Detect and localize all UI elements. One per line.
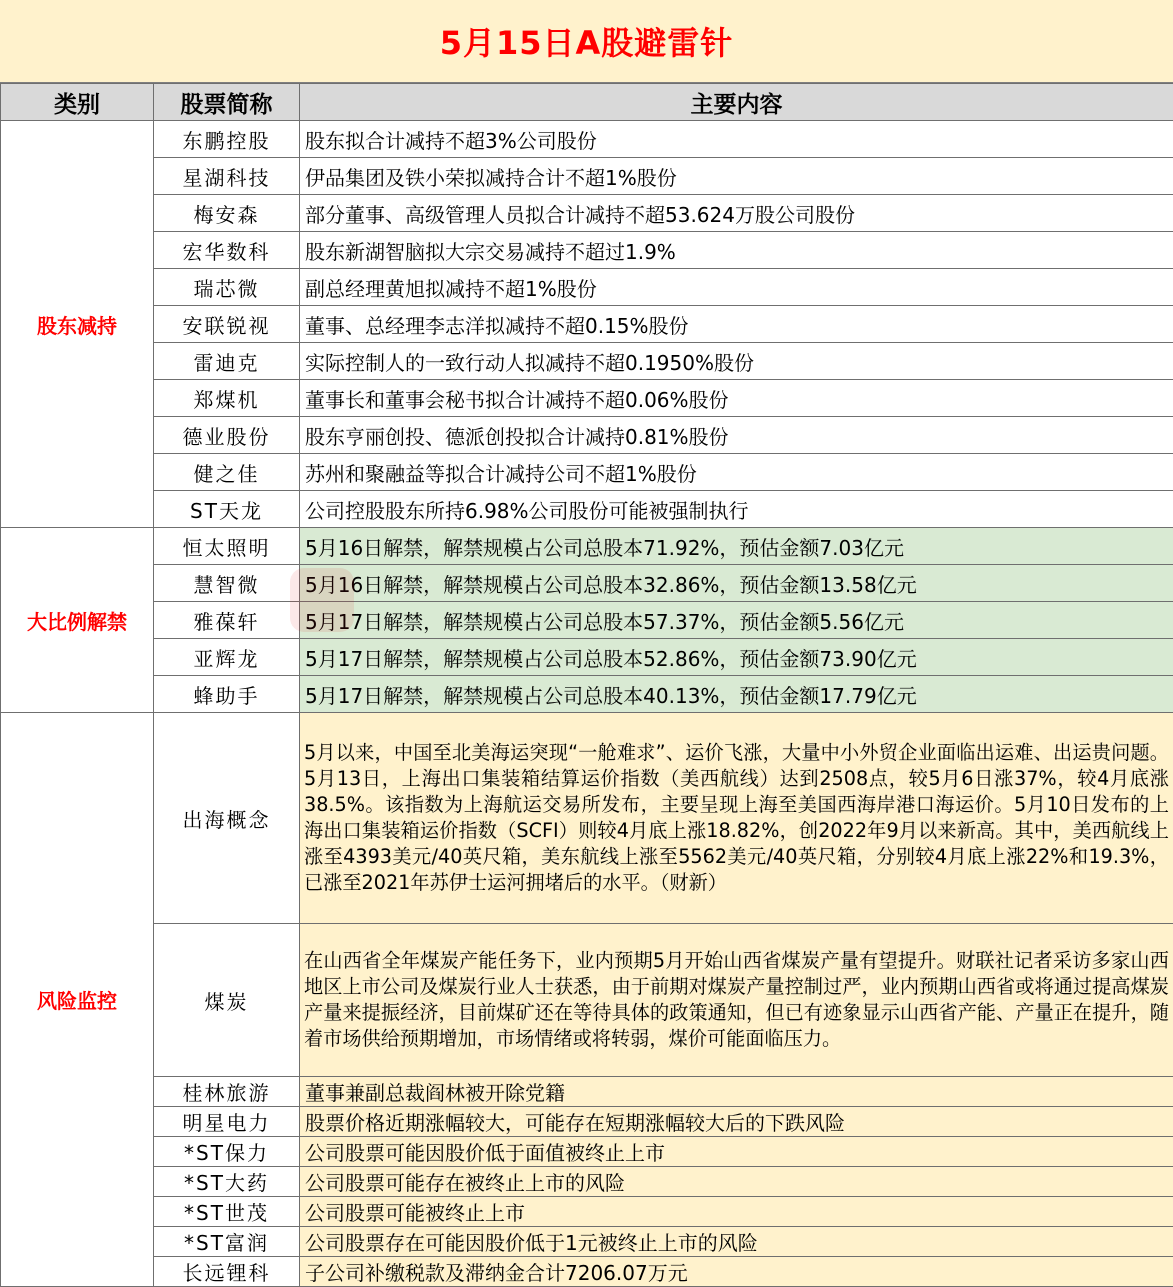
content-cell: 董事长和董事会秘书拟合计减持不超0.06%股份 bbox=[300, 380, 1173, 417]
content-cell: 子公司补缴税款及滞纳金合计7206.07万元 bbox=[300, 1257, 1173, 1287]
table-row bbox=[1, 528, 1173, 565]
stock-name-cell: 安联锐视 bbox=[154, 306, 300, 343]
header-main-content: 主要内容 bbox=[300, 84, 1173, 121]
stock-name-cell: 长远锂科 bbox=[154, 1257, 300, 1287]
stock-name-cell: 宏华数科 bbox=[154, 232, 300, 269]
stock-name-cell: 雷迪克 bbox=[154, 343, 300, 380]
table-row bbox=[1, 1107, 1173, 1137]
content-cell: 5月17日解禁，解禁规模占公司总股本57.37%，预估金额5.56亿元 bbox=[300, 602, 1173, 639]
table-row bbox=[1, 306, 1173, 343]
content-cell: 股东亨丽创投、德派创投拟合计减持0.81%股份 bbox=[300, 417, 1173, 454]
table-row bbox=[1, 713, 1173, 924]
table-row bbox=[1, 380, 1173, 417]
table-row bbox=[1, 343, 1173, 380]
stock-name-cell: 德业股份 bbox=[154, 417, 300, 454]
table-row bbox=[1, 602, 1173, 639]
content-cell: 5月17日解禁，解禁规模占公司总股本40.13%，预估金额17.79亿元 bbox=[300, 676, 1173, 713]
table-row bbox=[1, 924, 1173, 1077]
stock-name-cell: 东鹏控股 bbox=[154, 121, 300, 158]
stock-name-cell: 瑞芯微 bbox=[154, 269, 300, 306]
content-cell: 股东拟合计减持不超3%公司股份 bbox=[300, 121, 1173, 158]
table-row bbox=[1, 1197, 1173, 1227]
table-row bbox=[1, 1227, 1173, 1257]
title-bar bbox=[0, 0, 1173, 83]
content-cell: 公司控股股东所持6.98%公司股份可能被强制执行 bbox=[300, 491, 1173, 528]
stock-name-cell: 出海概念 bbox=[154, 713, 300, 924]
stock-name-cell: 明星电力 bbox=[154, 1107, 300, 1137]
stock-warning-table bbox=[0, 83, 1173, 1287]
header-stock-name: 股票简称 bbox=[154, 84, 300, 121]
table-row bbox=[1, 158, 1173, 195]
stock-name-cell: ST天龙 bbox=[154, 491, 300, 528]
content-cell: 部分董事、高级管理人员拟合计减持不超53.624万股公司股份 bbox=[300, 195, 1173, 232]
content-cell: 5月以来，中国至北美海运突现“一舱难求”、运价飞涨，大量中小外贸企业面临出运难、出运贵问题。5月13日，上海出口集装箱结算运价指数（美西航线）达到2508点，较5月6日涨37%，较4月底涨38.5%。该指数为上海航运交易所发布，主要呈现上海至美国西海岸港口海运价。5月10日发布的上海出口集装箱运价指数（SCFI）则较4月底上涨18.82%，创2022年9月以来新高。其中，美西航线上涨至4393美元/40英尺箱，美东航线上涨至5562美元/40英尺箱，分别较4月底上涨22%和19.3%，已涨至2021年苏伊士运河拥堵后的水平。（财新） bbox=[300, 713, 1173, 924]
content-cell: 公司股票可能被终止上市 bbox=[300, 1197, 1173, 1227]
stock-name-cell: *ST富润 bbox=[154, 1227, 300, 1257]
content-cell: 在山西省全年煤炭产能任务下，业内预期5月开始山西省煤炭产量有望提升。财联社记者采访多家山西地区上市公司及煤炭行业人士获悉，由于前期对煤炭产量控制过严，业内预期山西省或将通过提高煤炭产量来提振经济，目前煤矿还在等待具体的政策通知，但已有迹象显示山西省产能、产量正在提升，随着市场供给预期增加，市场情绪或将转弱，煤价可能面临压力。 bbox=[300, 924, 1173, 1077]
table-row bbox=[1, 1257, 1173, 1287]
stock-name-cell: 雅葆轩 bbox=[154, 602, 300, 639]
stock-name-cell: 蜂助手 bbox=[154, 676, 300, 713]
content-cell: 副总经理黄旭拟减持不超1%股份 bbox=[300, 269, 1173, 306]
content-cell: 5月16日解禁，解禁规模占公司总股本71.92%，预估金额7.03亿元 bbox=[300, 528, 1173, 565]
content-cell: 伊品集团及铁小荣拟减持合计不超1%股份 bbox=[300, 158, 1173, 195]
content-cell: 苏州和聚融益等拟合计减持公司不超1%股份 bbox=[300, 454, 1173, 491]
content-cell: 实际控制人的一致行动人拟减持不超0.1950%股份 bbox=[300, 343, 1173, 380]
stock-name-cell: *ST大药 bbox=[154, 1167, 300, 1197]
category-cell: 大比例解禁 bbox=[1, 528, 154, 713]
content-cell: 股票价格近期涨幅较大，可能存在短期涨幅较大后的下跌风险 bbox=[300, 1107, 1173, 1137]
header-row bbox=[1, 84, 1173, 121]
table-row bbox=[1, 454, 1173, 491]
page-title: 5月15日A股避雷针 bbox=[440, 18, 734, 64]
table-row bbox=[1, 1137, 1173, 1167]
category-cell: 股东减持 bbox=[1, 121, 154, 528]
stock-name-cell: 慧智微 bbox=[154, 565, 300, 602]
table-row bbox=[1, 269, 1173, 306]
content-cell: 公司股票可能存在被终止上市的风险 bbox=[300, 1167, 1173, 1197]
table-row bbox=[1, 232, 1173, 269]
stock-name-cell: 恒太照明 bbox=[154, 528, 300, 565]
table-row bbox=[1, 417, 1173, 454]
table-row bbox=[1, 676, 1173, 713]
content-cell: 股东新湖智脑拟大宗交易减持不超过1.9% bbox=[300, 232, 1173, 269]
stock-name-cell: 健之佳 bbox=[154, 454, 300, 491]
table-row bbox=[1, 195, 1173, 232]
stock-name-cell: 梅安森 bbox=[154, 195, 300, 232]
content-cell: 公司股票存在可能因股价低于1元被终止上市的风险 bbox=[300, 1227, 1173, 1257]
table-row bbox=[1, 121, 1173, 158]
stock-name-cell: 煤炭 bbox=[154, 924, 300, 1077]
stock-name-cell: *ST保力 bbox=[154, 1137, 300, 1167]
table-row bbox=[1, 1167, 1173, 1197]
stock-name-cell: 星湖科技 bbox=[154, 158, 300, 195]
stock-name-cell: 郑煤机 bbox=[154, 380, 300, 417]
stock-name-cell: 亚辉龙 bbox=[154, 639, 300, 676]
table-row bbox=[1, 1077, 1173, 1107]
table-row bbox=[1, 565, 1173, 602]
content-cell: 董事兼副总裁阎林被开除党籍 bbox=[300, 1077, 1173, 1107]
content-cell: 5月16日解禁，解禁规模占公司总股本32.86%，预估金额13.58亿元 bbox=[300, 565, 1173, 602]
table-row bbox=[1, 491, 1173, 528]
stock-name-cell: 桂林旅游 bbox=[154, 1077, 300, 1107]
content-cell: 5月17日解禁，解禁规模占公司总股本52.86%，预估金额73.90亿元 bbox=[300, 639, 1173, 676]
content-cell: 董事、总经理李志洋拟减持不超0.15%股份 bbox=[300, 306, 1173, 343]
header-category: 类别 bbox=[1, 84, 154, 121]
category-cell: 风险监控 bbox=[1, 713, 154, 1287]
stock-name-cell: *ST世茂 bbox=[154, 1197, 300, 1227]
table-row bbox=[1, 639, 1173, 676]
content-cell: 公司股票可能因股价低于面值被终止上市 bbox=[300, 1137, 1173, 1167]
